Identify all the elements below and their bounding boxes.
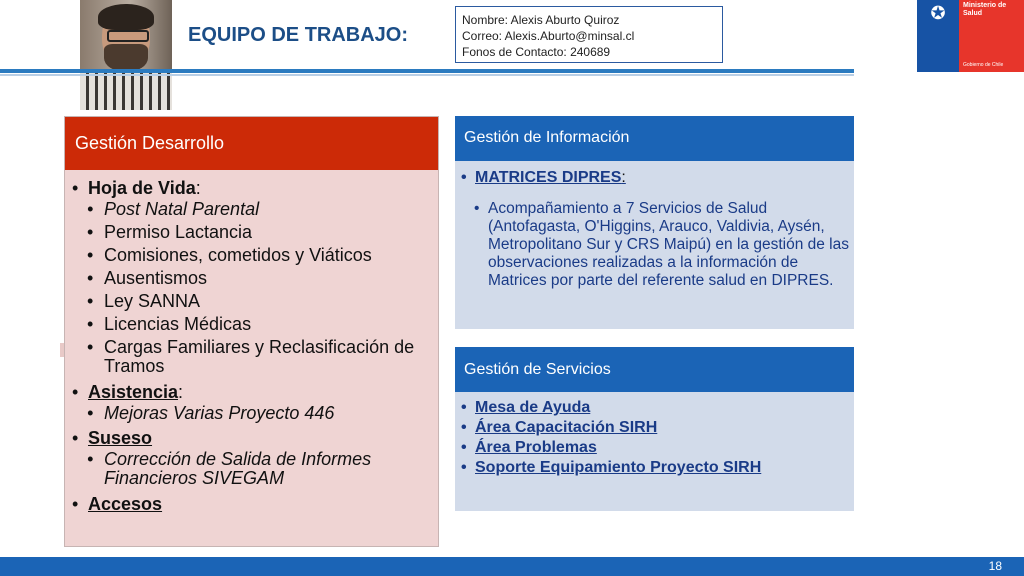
footer-bar — [0, 557, 1024, 576]
page-number: 18 — [988, 559, 1002, 573]
panel-header — [455, 347, 854, 392]
header-divider-shadow — [0, 74, 854, 76]
panel-title: Gestión de Información — [464, 129, 630, 146]
sub-list-item: • Licencias Médicas — [71, 315, 433, 334]
sub-list-item: • Corrección de Salida de Informes Financieros SIVEGAM — [71, 450, 433, 488]
logo-line2: Salud — [963, 10, 983, 17]
profile-photo — [80, 0, 172, 110]
coat-of-arms-icon: ✪ — [930, 3, 946, 23]
desarrollo-list — [71, 177, 433, 516]
sub-list-item: • Mejoras Varias Proyecto 446 — [71, 404, 433, 423]
contact-email: Correo: Alexis.Aburto@minsal.cl — [462, 29, 635, 43]
gestion-desarrollo-panel — [64, 116, 439, 547]
panel-title: Gestión de Servicios — [464, 361, 611, 378]
sub-list-item: • Ausentismos — [71, 269, 433, 288]
panel-title: Gestión Desarrollo — [75, 133, 225, 153]
list-item[interactable]: • Suseso — [71, 427, 433, 449]
list-item[interactable]: • Asistencia: — [71, 381, 433, 403]
gestion-servicios-panel — [455, 347, 854, 511]
logo-line3: Gobierno de Chile — [963, 62, 1004, 68]
sub-list-item: • Cargas Familiares y Reclasificación de Tramos — [71, 338, 433, 376]
service-link[interactable]: • Área Problemas — [455, 438, 850, 458]
list-item[interactable]: • Accesos — [71, 493, 433, 515]
sub-list-item: • Ley SANNA — [71, 292, 433, 311]
service-link[interactable]: • Mesa de Ayuda — [455, 398, 850, 418]
contact-name: Nombre: Alexis Aburto Quiroz — [462, 13, 620, 27]
sub-list-item: • Permiso Lactancia — [71, 223, 433, 242]
header-divider — [0, 69, 854, 73]
contact-phone: Fonos de Contacto: 240689 — [462, 45, 611, 59]
list-item[interactable]: • MATRICES DIPRES: — [455, 168, 850, 188]
contact-box — [455, 6, 723, 63]
ministry-logo — [917, 0, 1024, 72]
gestion-informacion-panel — [455, 116, 854, 329]
page-title: EQUIPO DE TRABAJO: — [188, 24, 409, 46]
service-link[interactable]: • Área Capacitación SIRH — [455, 418, 850, 438]
list-item: • Hoja de Vida: — [71, 177, 433, 199]
sub-list-item: • Comisiones, cometidos y Viáticos — [71, 246, 433, 265]
service-link[interactable]: • Soporte Equipamiento Proyecto SIRH — [455, 458, 850, 478]
sub-list-item: • Acompañamiento a 7 Servicios de Salud (Antofagasta, O'Higgins, Arauco, Valdivia, Aysén, Metropolitano Sur y CRS Maipú) en la gestión de las observaciones realizadas a la información de Matrices por parte del referente salud en DIPRES. — [455, 200, 850, 290]
logo-line1: Ministerio de — [963, 2, 1007, 9]
sub-list-item: • Post Natal Parental — [71, 200, 433, 219]
panel-header — [455, 116, 854, 161]
